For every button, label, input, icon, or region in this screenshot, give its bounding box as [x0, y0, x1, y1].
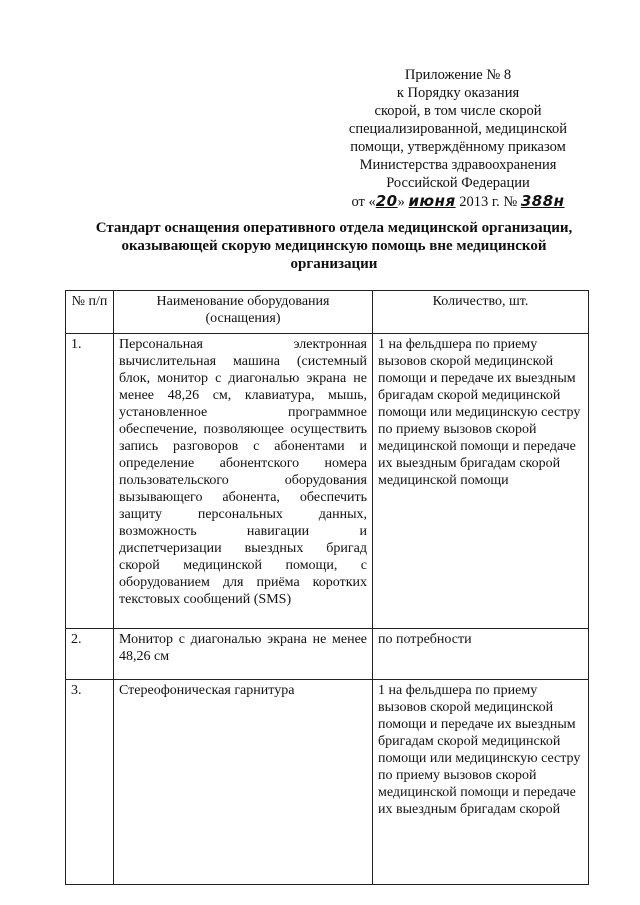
appendix-header [330, 66, 586, 211]
table-row [66, 629, 589, 680]
appendix-line: скорой, в том числе скорой [374, 103, 542, 119]
title-line: организации [290, 256, 378, 272]
header-number: № п/п [66, 291, 114, 334]
row-number: 2. [66, 629, 114, 680]
appendix-line: к Порядку оказания [396, 85, 520, 101]
title-line: оказывающей скорую медицинскую помощь вне медицинской [121, 238, 547, 254]
header-quantity: Количество, шт. [373, 291, 589, 334]
appendix-line: помощи, утверждённому приказом [350, 139, 566, 155]
appendix-line: Приложение № 8 [404, 67, 512, 83]
row-name: Стереофоническая гарнитура [114, 680, 373, 885]
order-month-handwritten: июня [408, 192, 456, 210]
header-name: Наименование оборудования (оснащения) [114, 291, 373, 334]
appendix-line: Российской Федерации [386, 175, 530, 191]
row-number: 1. [66, 334, 114, 629]
appendix-line: специализированной, медицинской [348, 121, 568, 137]
title-line: Стандарт оснащения оперативного отдела медицинской организации, [95, 220, 573, 236]
appendix-line: Министерства здравоохранения [359, 157, 557, 173]
order-prefix: от « [351, 194, 376, 210]
row-name: Монитор с диагональю экрана не менее 48,26 см [114, 629, 373, 680]
order-year: 2013 г. № [455, 194, 521, 210]
document-title [80, 219, 588, 273]
row-name: Персональная электронная вычислительная машина (системный блок, монитор с диагональю экрана не менее 48,26 см, клавиатура, мышь, установленное программное обеспечение, позволяющее осуществить запись разговоров с абонентами и определение абонентского номера пользовательского оборудования вызывающего абонента, обеспечить защиту персональных данных, возможность навигации и диспетчеризации выездных бригад скорой медицинской помощи, с оборудованием для приёма коротких текстовых сообщений (SMS) [114, 334, 373, 629]
order-mid: » [397, 194, 409, 210]
row-quantity: 1 на фельдшера по приему вызовов скорой медицинской помощи и передаче их выездным бригадам скорой медицинской помощи или медицинскую сестру по приему вызовов скорой медицинской помощи и передаче их выездным бригадам скорой [373, 680, 589, 885]
row-quantity: 1 на фельдшера по приему вызовов скорой медицинской помощи и передаче их выездным бригадам скорой медицинской помощи или медицинскую сестру по приему вызовов скорой медицинской помощи и передаче их выездным бригадам скорой медицинской помощи [373, 334, 589, 629]
order-reference [330, 192, 586, 211]
order-number-handwritten: 388н [520, 192, 565, 210]
table-header-row [66, 291, 589, 334]
order-day-handwritten: 20 [375, 192, 398, 210]
row-number: 3. [66, 680, 114, 885]
table-row [66, 334, 589, 629]
row-quantity: по потребности [373, 629, 589, 680]
equipment-table [65, 290, 589, 885]
table-row [66, 680, 589, 885]
